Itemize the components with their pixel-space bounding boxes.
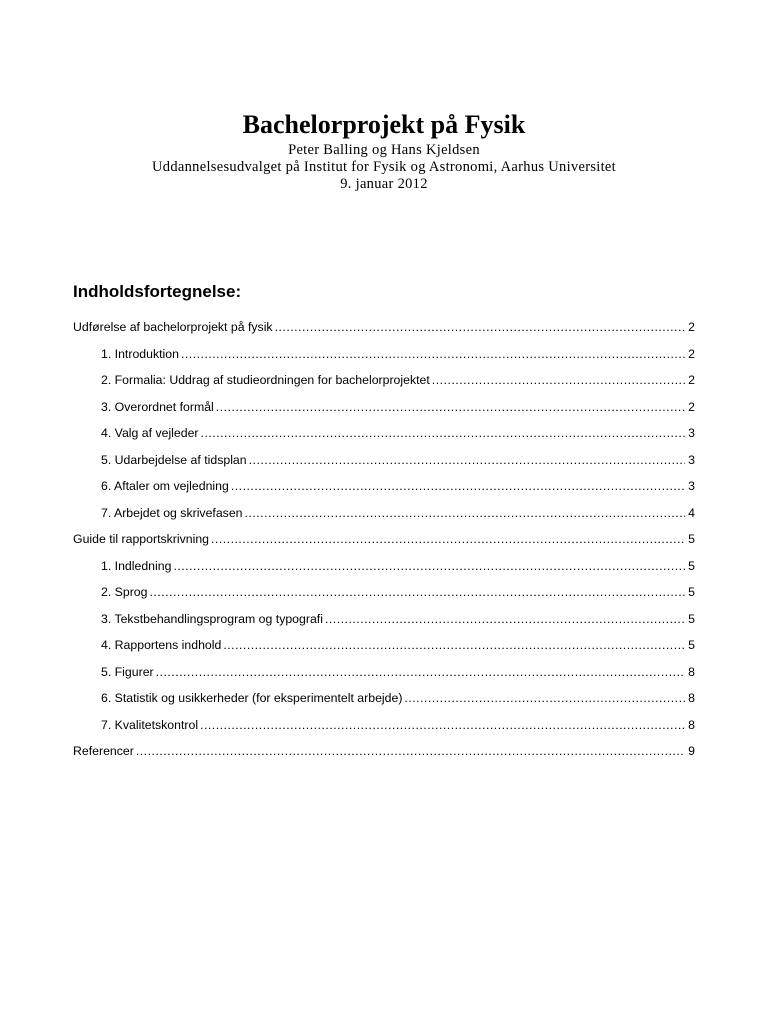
toc-entry-label: Guide til rapportskrivning [73,532,210,546]
toc-page-number: 4 [688,505,695,520]
toc-page-number: 2 [688,346,695,361]
authors: Peter Balling og Hans Kjeldsen [288,142,480,158]
toc-page-number: 5 [688,638,695,652]
toc-entry-label: 5. Figurer [101,664,154,679]
toc-page-number: 5 [688,558,695,573]
toc-entry-label: 4. Rapportens indhold [101,638,222,652]
toc-page-number: 2 [688,399,695,414]
toc-entry-label: 1. Indledning [101,558,172,573]
toc-entry-label: 7. Kvalitetskontrol [101,717,199,732]
toc-leader-dots [249,453,685,468]
toc-entry-section-2[interactable] [73,532,695,559]
toc-entry-label: Referencer [73,744,134,758]
toc-entry-overordnet-formaal[interactable] [73,400,695,427]
document-title: Bachelorprojekt på Fysik [242,110,526,139]
toc-entry-label: 2. Formalia: Uddrag af studieordningen for bachelorprojektet [101,373,430,387]
toc-entry-label: 2. Sprog [101,585,148,599]
toc-page-number: 3 [688,426,695,440]
toc-page-number: 2 [688,320,695,334]
toc-entry-tidsplan[interactable] [73,453,695,480]
toc-page-number: 2 [688,373,695,387]
toc-leader-dots [245,506,686,521]
toc-entry-label: 3. Overordnet formål [101,399,214,414]
toc-entry-aftaler-om-vejledning[interactable] [73,479,695,506]
toc-leader-dots [325,612,685,627]
toc-heading: Indholdsfortegnelse: [73,282,242,301]
toc-entry-label: 5. Udarbejdelse af tidsplan [101,452,247,467]
toc-entry-sprog[interactable] [73,585,695,612]
toc-leader-dots [200,718,685,733]
committee: Uddannelsesudvalget på Institut for Fysik og Astronomi, Aarhus Universitet [152,159,616,175]
toc-leader-dots [223,638,685,653]
toc-entry-label: 6. Aftaler om vejledning [101,479,229,493]
toc-entry-label: 7. Arbejdet og skrivefasen [101,505,243,520]
toc-entry-section-1[interactable] [73,320,695,347]
toc-entry-introduktion[interactable] [73,347,695,374]
toc-entry-statistik[interactable] [73,691,695,718]
toc-entry-label: 3. Tekstbehandlingsprogram og typografi [101,611,323,626]
toc-leader-dots [216,400,685,415]
toc-leader-dots [156,665,685,680]
toc-page-number: 3 [688,452,695,467]
toc-entry-figurer[interactable] [73,665,695,692]
toc-entry-tekstbehandlingsprogram[interactable] [73,612,695,639]
toc-entry-label: 6. Statistik og usikkerheder (for eksperimentelt arbejde) [101,691,403,705]
toc-entry-label: Udførelse af bachelorprojekt på fysik [73,320,273,334]
document-header [0,108,768,193]
toc-leader-dots [404,691,685,706]
toc-entry-referencer[interactable] [73,744,695,771]
date: 9. januar 2012 [340,176,428,192]
toc-page-number: 5 [688,532,695,546]
toc-leader-dots [150,585,686,600]
toc-entry-kvalitetskontrol[interactable] [73,718,695,745]
toc-leader-dots [181,347,685,362]
toc-leader-dots [211,532,685,547]
toc-leader-dots [136,744,685,759]
toc-entry-label: 4. Valg af vejleder [101,426,199,440]
toc-leader-dots [231,479,685,494]
toc-entry-label: 1. Introduktion [101,346,179,361]
toc-page-number: 8 [688,717,695,732]
toc-entry-arbejdet-og-skrivefasen[interactable] [73,506,695,533]
toc-leader-dots [275,320,685,335]
toc-page-number: 5 [688,611,695,626]
toc-page-number: 3 [688,479,695,493]
toc-entry-formalia[interactable] [73,373,695,400]
toc-page-number: 8 [688,691,695,705]
toc-entry-rapportens-indhold[interactable] [73,638,695,665]
toc-page-number: 9 [688,744,695,758]
toc-entry-indledning[interactable] [73,559,695,586]
toc-leader-dots [432,373,685,388]
table-of-contents [73,320,695,771]
toc-leader-dots [201,426,685,441]
toc-page-number: 8 [688,664,695,679]
toc-entry-valg-af-vejleder[interactable] [73,426,695,453]
toc-leader-dots [173,559,685,574]
toc-page-number: 5 [688,585,695,599]
